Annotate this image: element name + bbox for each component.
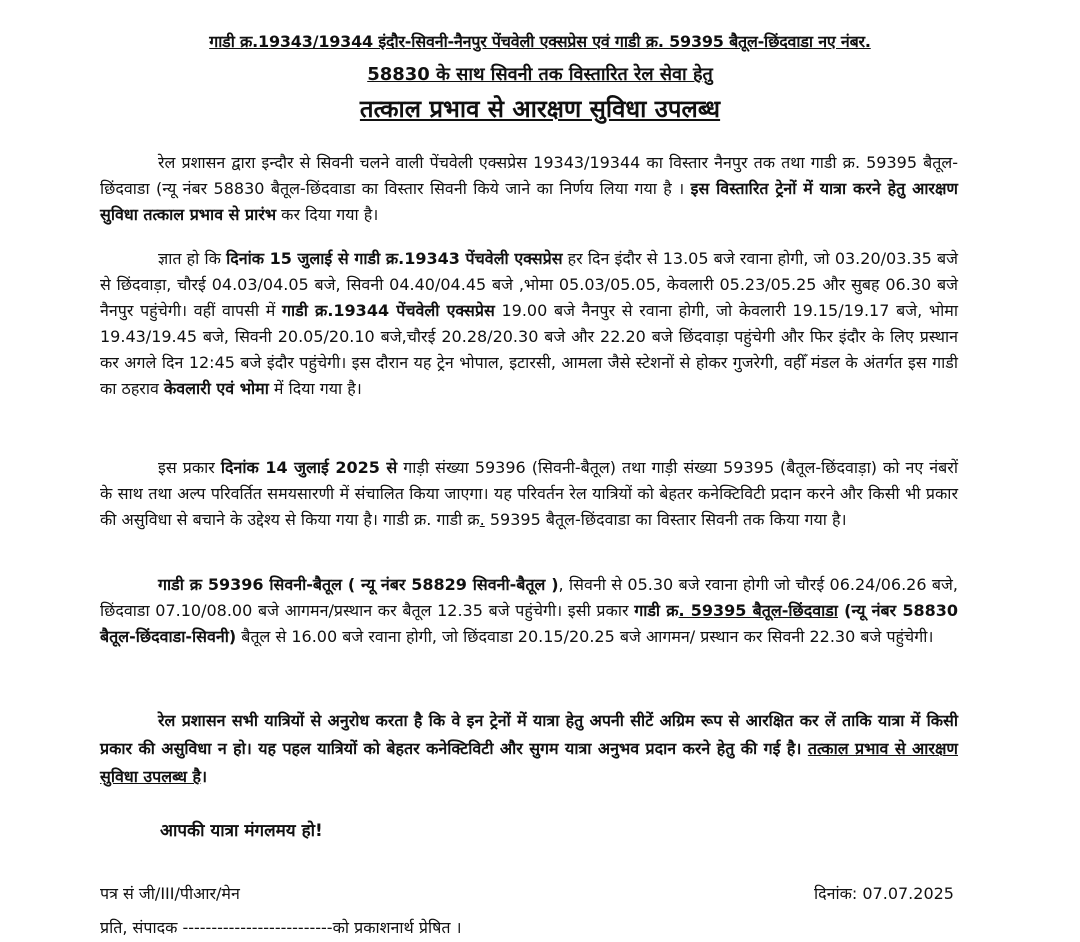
para1-bold: इस विस्तारित ट्रेनों में यात्रा करने हेतु आरक्षण सुविधा तत्काल प्रभाव से प्रारंभ xyxy=(100,179,959,224)
para3-b1: दिनांक 14 जुलाई 2025 से xyxy=(220,458,398,477)
paragraph-4 xyxy=(100,572,958,650)
para4-t2: बैतूल से 16.00 बजे रवाना होगी, जो छिंदवाडा 20.15/20.25 बजे आगमन/ प्रस्थान कर सिवनी 22.30 बजे पहुंचेगी। xyxy=(236,627,934,646)
para2-b3: केवलारी एवं भोमा xyxy=(163,379,269,398)
para5-u1: तत्काल प्रभाव से आरक्षण सुविधा उपलब्ध है xyxy=(100,739,958,786)
title-line-1: गाडी क्र.19343/19344 इंदौर-सिवनी-नैनपुर पेंचवेली एक्सप्रेस एवं गाडी क्र. 59395 बैतूल-छिंदवाडा नए नंबर. xyxy=(209,32,871,51)
para3-t1: इस प्रकार xyxy=(158,458,221,477)
para4-t1: , सिवनी से 05.30 बजे रवाना होगी जो चौरई 06.24/06.26 बजे, छिंदवाडा 07.10/08.00 बजे आगमन/प्रस्थान कर बैतूल 12.35 बजे पहुंचेगी। इसी प्रकार xyxy=(100,575,958,620)
para5-t2: । xyxy=(201,767,208,786)
issue-date: दिनांक: 07.07.2025 xyxy=(813,884,954,903)
paragraph-2 xyxy=(100,246,958,402)
para2-t4: में दिया गया है। xyxy=(268,379,362,398)
copy-to-line: प्रति, संपादक --------------------------को प्रकाशनार्थ प्रेषित । xyxy=(100,918,462,937)
greeting: आपकी यात्रा मंगलमय हो! xyxy=(160,821,323,841)
para2-t1: ज्ञात हो कि xyxy=(158,249,227,268)
para4-b1: गाडी क्र 59396 सिवनी-बैतूल ( न्यू नंबर 58829 सिवनी-बैतूल ) xyxy=(158,575,559,594)
para2-t2: हर दिन इंदौर से 13.05 बजे रवाना होगी, जो 03.20/03.35 बजे से छिंदवाड़ा, चौरई 04.03/04.05 बजे, सिवनी 04.40/04.45 बजे ,भोमा 05.03/05.05, केवलारी 05.23/05.25 और सुबह 06.30 बजे नैनपुर पहुंचेगी। वहीं वापसी में xyxy=(100,249,958,320)
para2-b1: दिनांक 15 जुलाई से गाडी क्र.19343 पेंचवेली एक्सप्रेस xyxy=(226,249,563,268)
para2-b2: गाडी क्र.19344 पेंचवेली एक्सप्रेस xyxy=(282,301,495,320)
para3-u1: . xyxy=(479,510,485,529)
para5-t1: रेल प्रशासन सभी यात्रियों से अनुरोध करता है कि वे इन ट्रेनों में यात्रा हेतु अपनी सीटें अग्रिम रूप से आरक्षित कर लें ताकि यात्रा में किसी प्रकार की असुविधा न हो। यह पहल यात्रियों को बेहतर कनेक्टिविटी और सुगम यात्रा अनुभव प्रदान करने हेतु की गई है। xyxy=(100,711,958,758)
para2-t3: 19.00 बजे नैनपुर से रवाना होगी, जो केवलारी 19.15/19.17 बजे, भोमा 19.43/19.45 बजे, सिवनी 20.05/20.10 बजे,चौरई 20.28/20.30 बजे और 22.20 बजे छिंदवाड़ा पहुंचेगी और फिर इंदौर के लिए प्रस्थान कर अगले दिन 12:45 बजे इंदौर पहुंचेगी। इस दौरान यह ट्रेन भोपाल, इटारसी, आमला जैसे स्टेशनों से होकर गुजरेगी, वहीँ मंडल के अंतर्गत इस गाडी का ठहराव xyxy=(100,301,958,398)
para4-b2: गाडी क्र xyxy=(634,601,679,620)
title-line-2: 58830 के साथ सिवनी तक विस्तारित रेल सेवा हेतु xyxy=(367,64,713,85)
headline: तत्काल प्रभाव से आरक्षण सुविधा उपलब्ध xyxy=(359,95,721,123)
reference-number: पत्र सं जी/III/पीआर/मेन xyxy=(100,884,240,903)
para4-bu1: . 59395 बैतूल-छिंदवाडा xyxy=(678,601,838,620)
para1-text-a: रेल प्रशासन द्वारा इन्दौर से सिवनी चलने वाली पेंचवेली एक्सप्रेस 19343/19344 का विस्तार नैनपुर तक तथा गाडी क्र. 59395 बैतूल-छिंदवाडा (न्यू नंबर 58830 बैतूल-छिंदवाडा का विस्तार सिवनी किये जाने का निर्णय लिया गया है । xyxy=(100,153,958,198)
paragraph-5 xyxy=(100,707,958,791)
paragraph-3 xyxy=(100,455,958,533)
para4-b3: (न्यू नंबर 58830 बैतूल-छिंदवाडा-सिवनी) xyxy=(100,601,959,646)
para3-t3: 59395 बैतूल-छिंदवाडा का विस्तार सिवनी तक किया गया है। xyxy=(484,510,847,529)
para1-text-b: कर दिया गया है। xyxy=(276,205,379,224)
para3-t2: गाड़ी संख्या 59396 (सिवनी-बैतूल) तथा गाड़ी संख्या 59395 (बैतूल-छिंदवाड़ा) को नए नंबरों के साथ तथा अल्प परिवर्तित समयसारणी में संचालित किया जाएगा। यह परिवर्तन रेल यात्रियों को बेहतर कनेक्टिविटी प्रदान करने और किसी भी प्रकार की असुविधा से बचाने के उद्देश्य से किया गया है। गाडी क्र. गाडी क्र xyxy=(100,458,958,529)
paragraph-1 xyxy=(100,150,958,228)
